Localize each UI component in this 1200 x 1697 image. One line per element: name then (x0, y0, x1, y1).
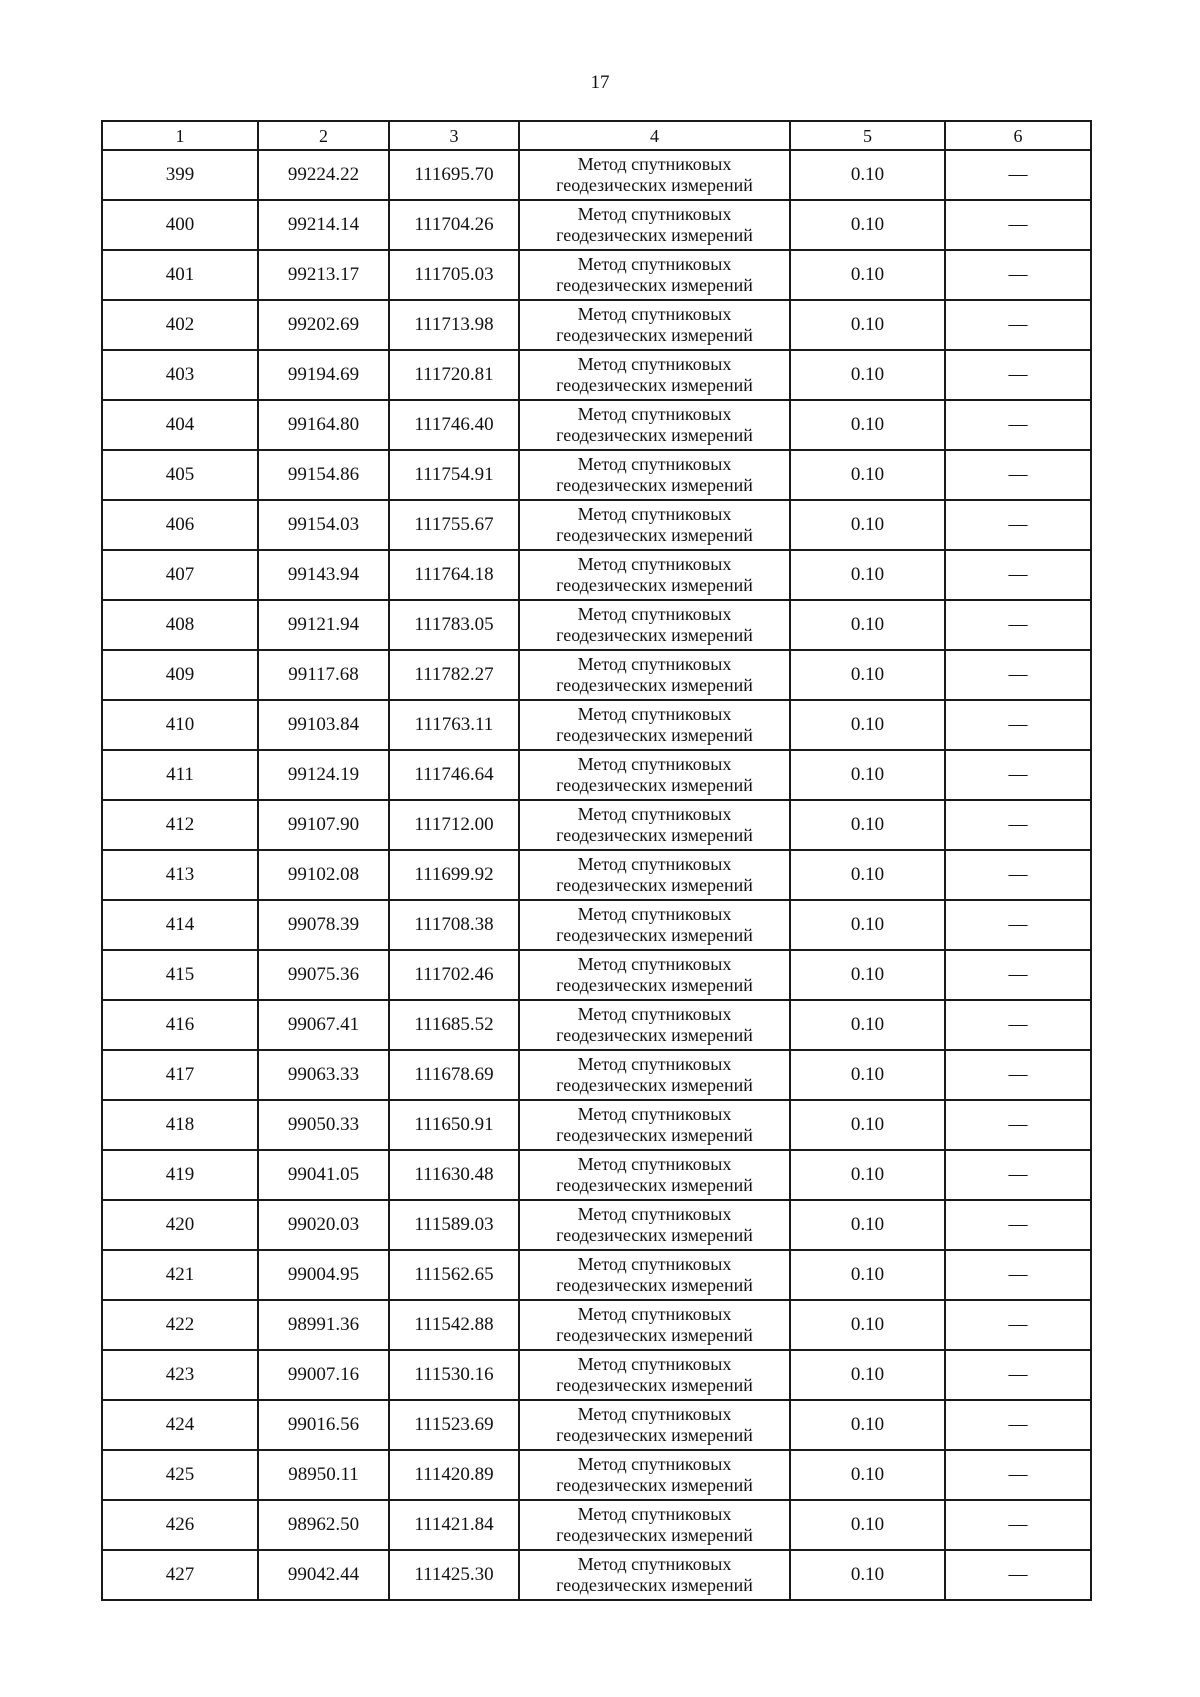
method-line-1: Метод спутниковых (577, 1054, 732, 1074)
note-cell: — (945, 1100, 1091, 1150)
method-line-2: геодезических измерений (556, 375, 753, 395)
y-coordinate-cell: 111764.18 (389, 550, 519, 600)
x-coordinate-cell: 99107.90 (258, 800, 389, 850)
table-row (102, 1400, 1091, 1450)
x-coordinate-cell: 99020.03 (258, 1200, 389, 1250)
point-number-cell: 426 (102, 1500, 258, 1550)
x-coordinate-cell: 99041.05 (258, 1150, 389, 1200)
y-coordinate-cell: 111685.52 (389, 1000, 519, 1050)
x-coordinate-cell: 99202.69 (258, 300, 389, 350)
y-coordinate-cell: 111704.26 (389, 200, 519, 250)
accuracy-cell: 0.10 (790, 1550, 945, 1600)
point-number-cell: 425 (102, 1450, 258, 1500)
table-row (102, 800, 1091, 850)
x-coordinate-cell: 99154.03 (258, 500, 389, 550)
method-cell (519, 450, 790, 500)
x-coordinate-cell: 99067.41 (258, 1000, 389, 1050)
y-coordinate-cell: 111720.81 (389, 350, 519, 400)
method-line-2: геодезических измерений (556, 675, 753, 695)
x-coordinate-cell: 99016.56 (258, 1400, 389, 1450)
method-cell (519, 650, 790, 700)
method-line-2: геодезических измерений (556, 425, 753, 445)
table-row (102, 250, 1091, 300)
x-coordinate-cell: 99042.44 (258, 1550, 389, 1600)
accuracy-cell: 0.10 (790, 1250, 945, 1300)
y-coordinate-cell: 111562.65 (389, 1250, 519, 1300)
y-coordinate-cell: 111763.11 (389, 700, 519, 750)
method-cell (519, 200, 790, 250)
y-coordinate-cell: 111754.91 (389, 450, 519, 500)
y-coordinate-cell: 111650.91 (389, 1100, 519, 1150)
y-coordinate-cell: 111702.46 (389, 950, 519, 1000)
point-number-cell: 407 (102, 550, 258, 600)
point-number-cell: 419 (102, 1150, 258, 1200)
x-coordinate-cell: 99117.68 (258, 650, 389, 700)
method-line-1: Метод спутниковых (577, 354, 732, 374)
accuracy-cell: 0.10 (790, 1000, 945, 1050)
point-number-cell: 403 (102, 350, 258, 400)
table-row (102, 650, 1091, 700)
note-cell: — (945, 250, 1091, 300)
y-coordinate-cell: 111713.98 (389, 300, 519, 350)
method-line-2: геодезических измерений (556, 1075, 753, 1095)
method-line-1: Метод спутниковых (577, 604, 732, 624)
method-line-2: геодезических измерений (556, 1375, 753, 1395)
note-cell: — (945, 1550, 1091, 1600)
x-coordinate-cell: 99103.84 (258, 700, 389, 750)
accuracy-cell: 0.10 (790, 800, 945, 850)
accuracy-cell: 0.10 (790, 250, 945, 300)
y-coordinate-cell: 111699.92 (389, 850, 519, 900)
y-coordinate-cell: 111782.27 (389, 650, 519, 700)
x-coordinate-cell: 99121.94 (258, 600, 389, 650)
column-header-1: 1 (102, 121, 258, 150)
note-cell: — (945, 350, 1091, 400)
accuracy-cell: 0.10 (790, 1500, 945, 1550)
method-line-2: геодезических измерений (556, 275, 753, 295)
y-coordinate-cell: 111695.70 (389, 150, 519, 200)
accuracy-cell: 0.10 (790, 1050, 945, 1100)
method-line-2: геодезических измерений (556, 925, 753, 945)
table-row (102, 300, 1091, 350)
method-cell (519, 1150, 790, 1200)
method-line-2: геодезических измерений (556, 525, 753, 545)
table-body (102, 150, 1091, 1600)
note-cell: — (945, 950, 1091, 1000)
method-cell (519, 700, 790, 750)
note-cell: — (945, 1050, 1091, 1100)
x-coordinate-cell: 98950.11 (258, 1450, 389, 1500)
table-row (102, 1050, 1091, 1100)
page-number: 17 (590, 72, 610, 93)
x-coordinate-cell: 99124.19 (258, 750, 389, 800)
table-row (102, 1450, 1091, 1500)
x-coordinate-cell: 98991.36 (258, 1300, 389, 1350)
method-line-2: геодезических измерений (556, 1025, 753, 1045)
accuracy-cell: 0.10 (790, 350, 945, 400)
method-line-2: геодезических измерений (556, 1525, 753, 1545)
method-line-1: Метод спутниковых (577, 754, 732, 774)
note-cell: — (945, 850, 1091, 900)
point-number-cell: 420 (102, 1200, 258, 1250)
method-cell (519, 500, 790, 550)
method-cell (519, 1050, 790, 1100)
y-coordinate-cell: 111425.30 (389, 1550, 519, 1600)
method-cell (519, 1350, 790, 1400)
point-number-cell: 423 (102, 1350, 258, 1400)
method-cell (519, 1400, 790, 1450)
y-coordinate-cell: 111523.69 (389, 1400, 519, 1450)
accuracy-cell: 0.10 (790, 450, 945, 500)
x-coordinate-cell: 99050.33 (258, 1100, 389, 1150)
note-cell: — (945, 1000, 1091, 1050)
accuracy-cell: 0.10 (790, 1400, 945, 1450)
method-cell (519, 1500, 790, 1550)
table-row (102, 1200, 1091, 1250)
note-cell: — (945, 1150, 1091, 1200)
point-number-cell: 411 (102, 750, 258, 800)
point-number-cell: 399 (102, 150, 258, 200)
note-cell: — (945, 550, 1091, 600)
method-line-2: геодезических измерений (556, 475, 753, 495)
note-cell: — (945, 500, 1091, 550)
table-row (102, 1500, 1091, 1550)
accuracy-cell: 0.10 (790, 600, 945, 650)
accuracy-cell: 0.10 (790, 1450, 945, 1500)
method-line-1: Метод спутниковых (577, 404, 732, 424)
method-line-2: геодезических измерений (556, 1275, 753, 1295)
x-coordinate-cell: 99075.36 (258, 950, 389, 1000)
method-line-1: Метод спутниковых (577, 1504, 732, 1524)
method-cell (519, 300, 790, 350)
table-row (102, 1150, 1091, 1200)
x-coordinate-cell: 99078.39 (258, 900, 389, 950)
point-number-cell: 414 (102, 900, 258, 950)
method-line-1: Метод спутниковых (577, 904, 732, 924)
accuracy-cell: 0.10 (790, 500, 945, 550)
method-line-2: геодезических измерений (556, 175, 753, 195)
accuracy-cell: 0.10 (790, 1350, 945, 1400)
accuracy-cell: 0.10 (790, 300, 945, 350)
point-number-cell: 409 (102, 650, 258, 700)
accuracy-cell: 0.10 (790, 150, 945, 200)
note-cell: — (945, 650, 1091, 700)
method-cell (519, 1300, 790, 1350)
table-row (102, 1100, 1091, 1150)
x-coordinate-cell: 99063.33 (258, 1050, 389, 1100)
accuracy-cell: 0.10 (790, 650, 945, 700)
accuracy-cell: 0.10 (790, 750, 945, 800)
method-line-1: Метод спутниковых (577, 1404, 732, 1424)
method-line-1: Метод спутниковых (577, 1304, 732, 1324)
point-number-cell: 413 (102, 850, 258, 900)
y-coordinate-cell: 111530.16 (389, 1350, 519, 1400)
method-cell (519, 1100, 790, 1150)
y-coordinate-cell: 111746.40 (389, 400, 519, 450)
note-cell: — (945, 700, 1091, 750)
table-row (102, 450, 1091, 500)
note-cell: — (945, 450, 1091, 500)
header-row (102, 121, 1091, 150)
method-line-1: Метод спутниковых (577, 304, 732, 324)
method-line-2: геодезических измерений (556, 225, 753, 245)
method-line-1: Метод спутниковых (577, 554, 732, 574)
x-coordinate-cell: 99214.14 (258, 200, 389, 250)
x-coordinate-cell: 99213.17 (258, 250, 389, 300)
x-coordinate-cell: 99224.22 (258, 150, 389, 200)
y-coordinate-cell: 111678.69 (389, 1050, 519, 1100)
method-line-2: геодезических измерений (556, 1125, 753, 1145)
method-cell (519, 1000, 790, 1050)
method-cell (519, 400, 790, 450)
accuracy-cell: 0.10 (790, 1300, 945, 1350)
table-row (102, 600, 1091, 650)
accuracy-cell: 0.10 (790, 400, 945, 450)
method-line-1: Метод спутниковых (577, 1154, 732, 1174)
table-row (102, 150, 1091, 200)
method-line-1: Метод спутниковых (577, 254, 732, 274)
point-number-cell: 406 (102, 500, 258, 550)
note-cell: — (945, 1500, 1091, 1550)
table-row (102, 1550, 1091, 1600)
method-line-2: геодезических измерений (556, 1575, 753, 1595)
note-cell: — (945, 900, 1091, 950)
accuracy-cell: 0.10 (790, 850, 945, 900)
table-header (102, 121, 1091, 150)
x-coordinate-cell: 99154.86 (258, 450, 389, 500)
point-number-cell: 404 (102, 400, 258, 450)
method-line-2: геодезических измерений (556, 875, 753, 895)
note-cell: — (945, 150, 1091, 200)
table-row (102, 1000, 1091, 1050)
point-number-cell: 400 (102, 200, 258, 250)
method-cell (519, 750, 790, 800)
method-line-1: Метод спутниковых (577, 654, 732, 674)
method-line-1: Метод спутниковых (577, 804, 732, 824)
method-line-1: Метод спутниковых (577, 1104, 732, 1124)
method-cell (519, 800, 790, 850)
column-header-2: 2 (258, 121, 389, 150)
table-row (102, 500, 1091, 550)
table-row (102, 400, 1091, 450)
x-coordinate-cell: 99194.69 (258, 350, 389, 400)
method-cell (519, 550, 790, 600)
accuracy-cell: 0.10 (790, 200, 945, 250)
method-line-2: геодезических измерений (556, 625, 753, 645)
column-header-6: 6 (945, 121, 1091, 150)
point-number-cell: 418 (102, 1100, 258, 1150)
accuracy-cell: 0.10 (790, 1100, 945, 1150)
table-row (102, 200, 1091, 250)
method-line-1: Метод спутниковых (577, 1554, 732, 1574)
table-row (102, 750, 1091, 800)
note-cell: — (945, 1400, 1091, 1450)
method-line-2: геодезических измерений (556, 775, 753, 795)
method-line-2: геодезических измерений (556, 575, 753, 595)
method-line-1: Метод спутниковых (577, 1004, 732, 1024)
method-line-1: Метод спутниковых (577, 154, 732, 174)
table-row (102, 850, 1091, 900)
y-coordinate-cell: 111421.84 (389, 1500, 519, 1550)
method-line-2: геодезических измерений (556, 1175, 753, 1195)
method-line-2: геодезических измерений (556, 325, 753, 345)
note-cell: — (945, 1450, 1091, 1500)
column-header-4: 4 (519, 121, 790, 150)
y-coordinate-cell: 111420.89 (389, 1450, 519, 1500)
method-cell (519, 600, 790, 650)
method-line-1: Метод спутниковых (577, 1204, 732, 1224)
method-line-2: геодезических измерений (556, 1425, 753, 1445)
point-number-cell: 410 (102, 700, 258, 750)
point-number-cell: 405 (102, 450, 258, 500)
y-coordinate-cell: 111589.03 (389, 1200, 519, 1250)
note-cell: — (945, 1250, 1091, 1300)
method-line-2: геодезических измерений (556, 975, 753, 995)
method-cell (519, 1250, 790, 1300)
method-cell (519, 350, 790, 400)
point-number-cell: 408 (102, 600, 258, 650)
x-coordinate-cell: 98962.50 (258, 1500, 389, 1550)
y-coordinate-cell: 111783.05 (389, 600, 519, 650)
method-line-1: Метод спутниковых (577, 454, 732, 474)
table-row (102, 900, 1091, 950)
method-cell (519, 900, 790, 950)
coordinates-table (101, 120, 1092, 1601)
table-row (102, 1250, 1091, 1300)
x-coordinate-cell: 99164.80 (258, 400, 389, 450)
method-line-1: Метод спутниковых (577, 854, 732, 874)
column-header-3: 3 (389, 121, 519, 150)
accuracy-cell: 0.10 (790, 550, 945, 600)
accuracy-cell: 0.10 (790, 950, 945, 1000)
note-cell: — (945, 1200, 1091, 1250)
method-line-1: Метод спутниковых (577, 704, 732, 724)
point-number-cell: 424 (102, 1400, 258, 1450)
point-number-cell: 427 (102, 1550, 258, 1600)
table-row (102, 550, 1091, 600)
y-coordinate-cell: 111755.67 (389, 500, 519, 550)
table-row (102, 350, 1091, 400)
note-cell: — (945, 750, 1091, 800)
point-number-cell: 421 (102, 1250, 258, 1300)
method-line-1: Метод спутниковых (577, 204, 732, 224)
x-coordinate-cell: 99004.95 (258, 1250, 389, 1300)
y-coordinate-cell: 111705.03 (389, 250, 519, 300)
method-line-2: геодезических измерений (556, 725, 753, 745)
method-line-1: Метод спутниковых (577, 504, 732, 524)
method-line-1: Метод спутниковых (577, 954, 732, 974)
method-line-2: геодезических измерений (556, 1475, 753, 1495)
x-coordinate-cell: 99143.94 (258, 550, 389, 600)
table-row (102, 1350, 1091, 1400)
point-number-cell: 415 (102, 950, 258, 1000)
method-cell (519, 250, 790, 300)
x-coordinate-cell: 99102.08 (258, 850, 389, 900)
method-line-1: Метод спутниковых (577, 1354, 732, 1374)
note-cell: — (945, 800, 1091, 850)
method-line-2: геодезических измерений (556, 825, 753, 845)
note-cell: — (945, 300, 1091, 350)
note-cell: — (945, 400, 1091, 450)
table-row (102, 700, 1091, 750)
method-line-2: геодезических измерений (556, 1225, 753, 1245)
point-number-cell: 412 (102, 800, 258, 850)
point-number-cell: 422 (102, 1300, 258, 1350)
note-cell: — (945, 1300, 1091, 1350)
note-cell: — (945, 600, 1091, 650)
method-line-2: геодезических измерений (556, 1325, 753, 1345)
point-number-cell: 417 (102, 1050, 258, 1100)
point-number-cell: 402 (102, 300, 258, 350)
method-cell (519, 150, 790, 200)
accuracy-cell: 0.10 (790, 1200, 945, 1250)
y-coordinate-cell: 111712.00 (389, 800, 519, 850)
method-cell (519, 950, 790, 1000)
method-cell (519, 1550, 790, 1600)
method-cell (519, 1450, 790, 1500)
table-row (102, 950, 1091, 1000)
column-header-5: 5 (790, 121, 945, 150)
y-coordinate-cell: 111630.48 (389, 1150, 519, 1200)
table-row (102, 1300, 1091, 1350)
note-cell: — (945, 200, 1091, 250)
accuracy-cell: 0.10 (790, 700, 945, 750)
accuracy-cell: 0.10 (790, 1150, 945, 1200)
x-coordinate-cell: 99007.16 (258, 1350, 389, 1400)
y-coordinate-cell: 111542.88 (389, 1300, 519, 1350)
method-line-1: Метод спутниковых (577, 1454, 732, 1474)
note-cell: — (945, 1350, 1091, 1400)
accuracy-cell: 0.10 (790, 900, 945, 950)
y-coordinate-cell: 111708.38 (389, 900, 519, 950)
point-number-cell: 416 (102, 1000, 258, 1050)
point-number-cell: 401 (102, 250, 258, 300)
method-cell (519, 850, 790, 900)
method-cell (519, 1200, 790, 1250)
y-coordinate-cell: 111746.64 (389, 750, 519, 800)
method-line-1: Метод спутниковых (577, 1254, 732, 1274)
